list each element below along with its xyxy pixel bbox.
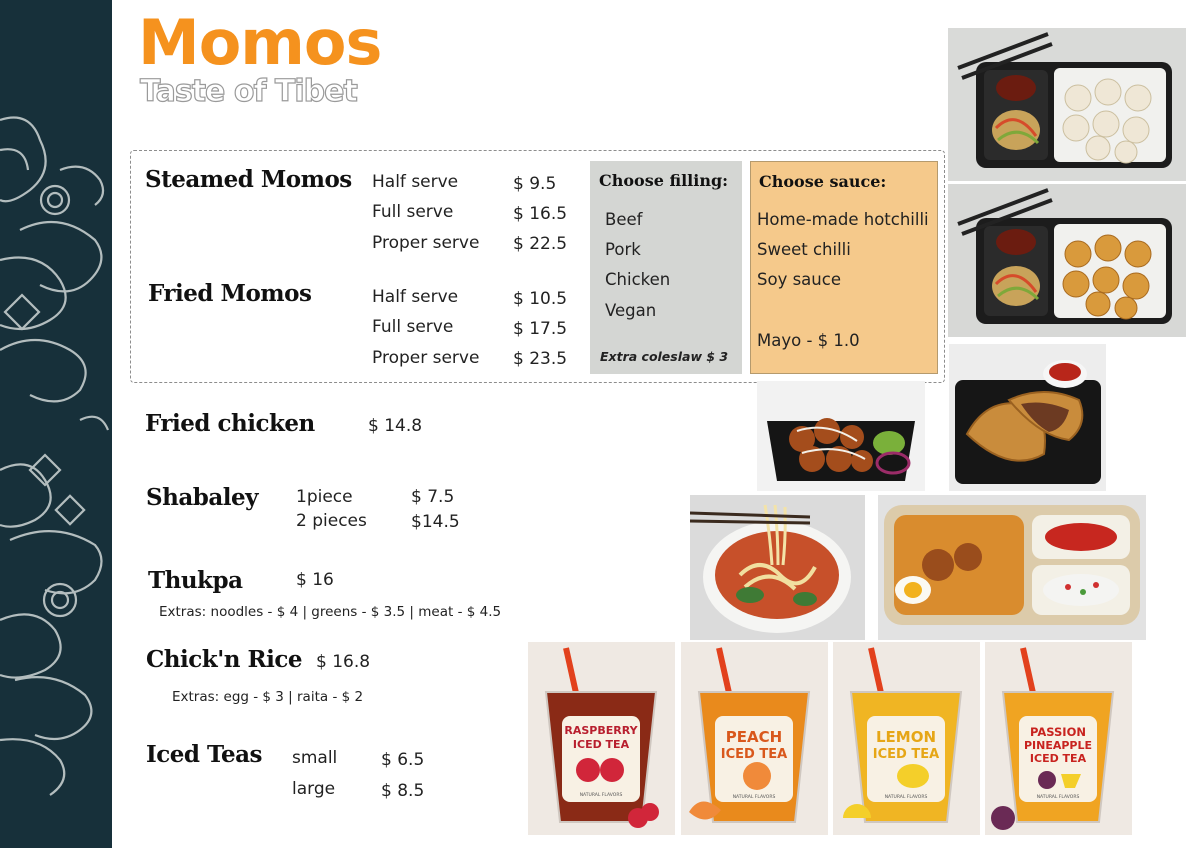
ornament-pattern xyxy=(0,0,112,848)
price: $ 22.5 xyxy=(513,234,568,254)
thukpa-photo xyxy=(690,495,865,640)
drink-label-line2: ICED TEA xyxy=(720,747,788,762)
fried-momos-photo xyxy=(948,184,1186,337)
size-label: Full serve xyxy=(372,202,454,222)
price: $ 23.5 xyxy=(513,349,568,369)
thukpa-extras: Extras: noodles - $ 4 | greens - $ 3.5 | meat - $ 4.5 xyxy=(159,604,502,620)
size-label: Proper serve xyxy=(372,233,480,253)
sauce-option: Sweet chilli xyxy=(757,240,851,259)
extra-coleslaw: Extra coleslaw $ 3 xyxy=(600,349,729,364)
drink-badge: NATURAL FLAVORS xyxy=(884,795,928,800)
drink-label-line1: LEMON xyxy=(875,728,937,746)
drink-label-line2: PINEAPPLE xyxy=(1023,739,1093,752)
drink-label-line2: ICED TEA xyxy=(872,747,940,762)
dish-name-steamed-momos: Steamed Momos xyxy=(145,166,352,193)
option-label: 2 pieces xyxy=(296,511,367,531)
price: $ 14.8 xyxy=(368,416,423,436)
drink-label-line1: RASPBERRY xyxy=(564,724,638,737)
drink-badge: NATURAL FLAVORS xyxy=(579,793,623,798)
filling-option: Vegan xyxy=(605,301,657,320)
chick-rice-extras: Extras: egg - $ 3 | raita - $ 2 xyxy=(172,689,364,705)
drink-label-line2: ICED TEA xyxy=(572,738,630,751)
drink-label-line1: PASSION xyxy=(1029,725,1087,739)
size-label: large xyxy=(292,779,336,799)
filling-option: Beef xyxy=(605,210,643,229)
drink-label-line3: ICED TEA xyxy=(1029,752,1087,765)
size-label: Half serve xyxy=(372,287,459,307)
size-label: small xyxy=(292,748,338,768)
passion-pineapple-iced-tea-photo xyxy=(985,642,1132,835)
menu-subtitle: Taste of Tibet xyxy=(140,74,357,109)
decorative-side-band xyxy=(0,0,112,848)
price: $ 6.5 xyxy=(381,750,425,770)
sauce-heading: Choose sauce: xyxy=(759,172,887,191)
drink-label-line1: PEACH xyxy=(725,728,783,746)
price: $ 10.5 xyxy=(513,289,568,309)
price: $ 9.5 xyxy=(513,174,557,194)
price: $ 16.5 xyxy=(513,204,568,224)
drink-badge: NATURAL FLAVORS xyxy=(732,795,776,800)
sauce-extra-mayo: Mayo - $ 1.0 xyxy=(757,331,860,350)
price: $14.5 xyxy=(411,512,460,532)
lemon-iced-tea-photo xyxy=(833,642,980,835)
dish-name-fried-momos: Fried Momos xyxy=(148,280,312,307)
sauce-panel xyxy=(750,161,938,374)
size-label: Half serve xyxy=(372,172,459,192)
filling-panel xyxy=(590,161,742,374)
price: $ 8.5 xyxy=(381,781,425,801)
option-label: 1piece xyxy=(296,487,353,507)
dish-name-iced-teas: Iced Teas xyxy=(146,741,262,768)
sauce-option: Home-made hotchilli xyxy=(757,210,929,229)
size-label: Proper serve xyxy=(372,348,480,368)
price: $ 16.8 xyxy=(316,652,371,672)
price: $ 16 xyxy=(296,570,334,590)
drink-badge: NATURAL FLAVORS xyxy=(1036,795,1080,800)
price: $ 7.5 xyxy=(411,487,455,507)
dish-name-fried-chicken: Fried chicken xyxy=(145,410,315,437)
dish-name-thukpa: Thukpa xyxy=(148,567,243,594)
peach-iced-tea-photo xyxy=(681,642,828,835)
steamed-momos-photo xyxy=(948,28,1186,181)
raspberry-iced-tea-photo xyxy=(528,642,675,835)
fried-chicken-photo xyxy=(757,381,925,491)
dish-name-chick-n-rice: Chick'n Rice xyxy=(146,646,302,673)
size-label: Full serve xyxy=(372,317,454,337)
filling-option: Pork xyxy=(605,240,641,259)
filling-option: Chicken xyxy=(605,270,671,289)
menu-title: Momos xyxy=(138,6,382,79)
chick-n-rice-photo xyxy=(878,495,1146,640)
sauce-option: Soy sauce xyxy=(757,270,841,289)
shabaley-photo xyxy=(949,344,1106,491)
price: $ 17.5 xyxy=(513,319,568,339)
filling-heading: Choose filling: xyxy=(599,171,729,190)
dish-name-shabaley: Shabaley xyxy=(146,484,258,511)
